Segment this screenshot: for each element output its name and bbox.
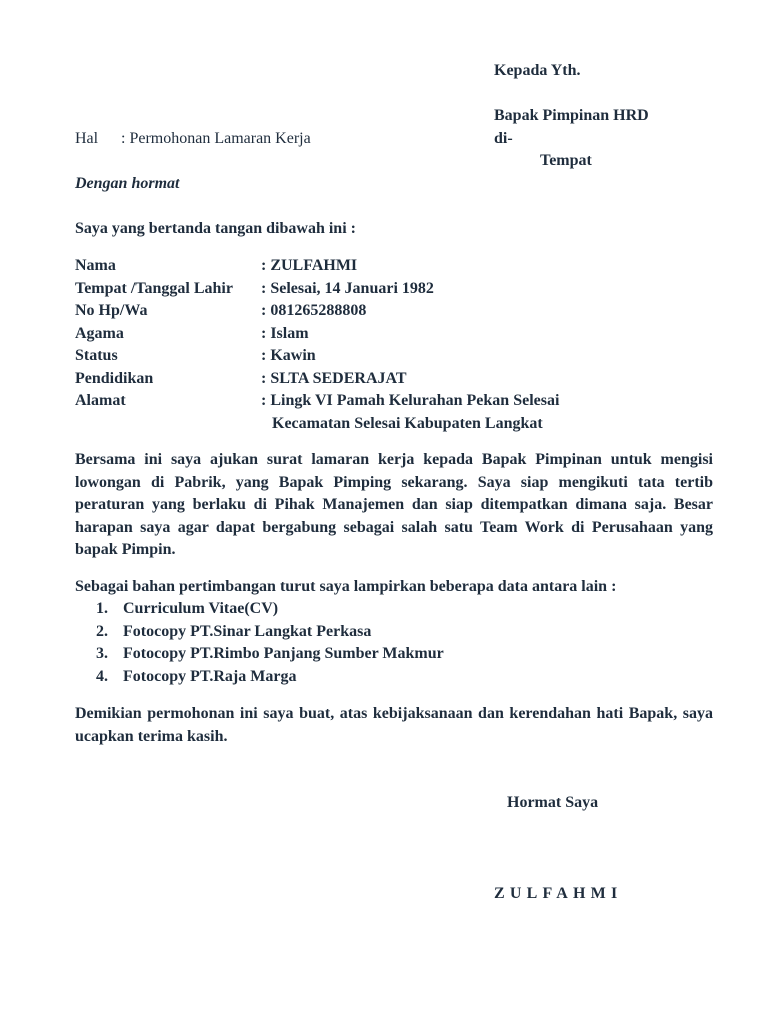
identity-row-status [75, 345, 725, 368]
list-item [96, 643, 444, 666]
identity-key: Pendidikan [75, 369, 154, 387]
recipient-line-3: di- [494, 130, 513, 147]
identity-value: : SLTA SEDERAJAT [261, 369, 407, 387]
list-item [96, 666, 444, 689]
list-item [96, 621, 444, 644]
subject-line [75, 128, 311, 151]
body-paragraph-2: Sebagai bahan pertimbangan turut saya lampirkan beberapa data antara lain : [75, 578, 617, 595]
closing: Hormat Saya [507, 794, 599, 811]
identity-row-religion [75, 323, 725, 346]
identity-value: : Lingk VI Pamah Kelurahan Pekan Selesai [261, 392, 560, 409]
list-text: Curriculum Vitae(CV) [123, 600, 279, 617]
identity-key: Agama [75, 324, 124, 342]
identity-row-education [75, 368, 725, 391]
list-number: 4. [96, 667, 108, 685]
subject-label: Hal [75, 130, 99, 147]
list-number: 1. [96, 600, 108, 617]
list-number: 2. [96, 622, 108, 640]
greeting: Dengan hormat [75, 175, 180, 192]
address-continuation: Kecamatan Selesai Kabupaten Langkat [272, 414, 543, 432]
identity-value: : 081265288808 [261, 302, 367, 319]
identity-value: : Kawin [261, 347, 316, 364]
identity-row-name [75, 255, 725, 278]
list-text: Fotocopy PT.Rimbo Panjang Sumber Makmur [123, 645, 444, 662]
identity-value: : Islam [261, 324, 309, 342]
identity-key: No Hp/Wa [75, 302, 148, 319]
body-paragraph-1: Bersama ini saya ajukan surat lamaran kerja kepada Bapak Pimpinan untuk mengisi lowongan di Pabrik, yang Bapak Pimping sekarang. Saya siap mengikuti tata tertib peraturan yang berlaku di Pihak Manajemen dan siap ditempatkan dimana saja. Besar harapan saya agar dapat bergabung sebagai salah satu Team Work di Perusahaan yang bapak Pimpin. [75, 451, 713, 558]
identity-row-phone [75, 300, 725, 323]
identity-key: Alamat [75, 392, 126, 409]
recipient-line-2: Bapak Pimpinan HRD [494, 107, 649, 124]
identity-key: Tempat /Tanggal Lahir [75, 279, 233, 297]
identity-row-birth [75, 278, 725, 301]
subject-text: : Permohonan Lamaran Kerja [121, 130, 311, 147]
body-paragraph-3: Demikian permohonan ini saya buat, atas kebijaksanaan dan kerendahan hati Bapak, saya ucapkan terima kasih. [75, 705, 713, 745]
recipient-line-1: Kepada Yth. [494, 62, 581, 79]
list-text: Fotocopy PT.Raja Marga [123, 667, 297, 685]
intro-text: Saya yang bertanda tangan dibawah ini : [75, 220, 356, 237]
list-number: 3. [96, 645, 108, 662]
recipient-line-4: Tempat [540, 152, 592, 169]
identity-key: Nama [75, 257, 116, 274]
identity-row-address [75, 390, 725, 413]
list-text: Fotocopy PT.Sinar Langkat Perkasa [123, 622, 372, 640]
signature-name: ZULFAHMI [494, 885, 623, 902]
identity-key: Status [75, 347, 118, 364]
list-item [96, 598, 444, 621]
identity-value: : Selesai, 14 Januari 1982 [261, 279, 434, 297]
identity-table [75, 255, 725, 435]
attachment-list [96, 598, 444, 688]
identity-value: : ZULFAHMI [261, 257, 358, 274]
